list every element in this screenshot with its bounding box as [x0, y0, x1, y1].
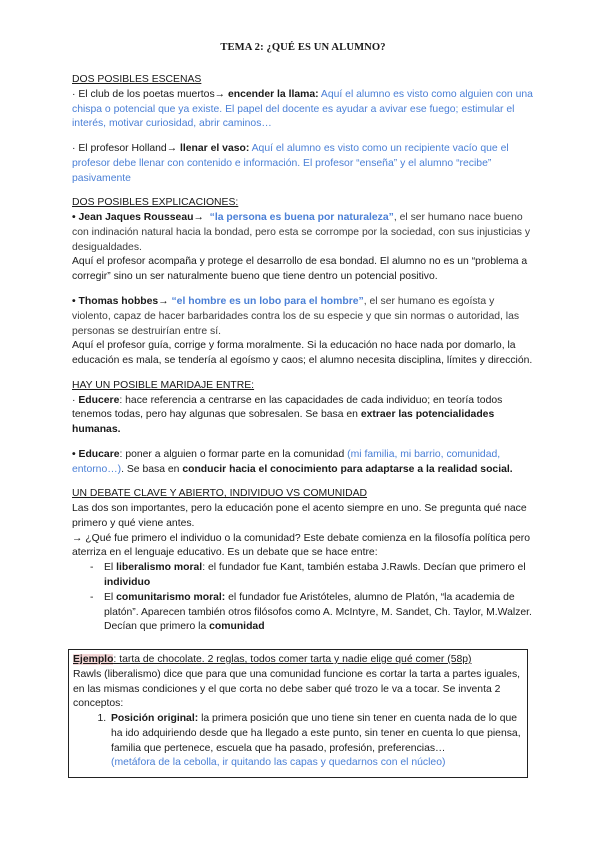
- list-item-posicion-original: [109, 712, 523, 771]
- text: , el ser humano nace bueno con indinación natural hacia la bondad, pero esta se corrompe por la sociedad, con sus injusticias y desigualdades.: [72, 212, 531, 253]
- debate-list: [72, 561, 534, 635]
- bold-text: Educare: [78, 448, 120, 460]
- heading-maridaje: HAY UN POSIBLE MARIDAJE ENTRE:: [72, 379, 255, 391]
- bold-text: •: [72, 448, 79, 460]
- bold-text: conducir hacia el conocimiento para adaptarse a la realidad social.: [182, 463, 513, 475]
- bold-text: encender la llama:: [227, 88, 319, 100]
- example-title: [73, 653, 523, 668]
- example-label: Ejemplo: [73, 654, 114, 666]
- document-page: [72, 40, 534, 778]
- paragraph-rousseau-profesor: Aquí el profesor acompaña y protege el desarrollo de esa bondad. El alumno no es un “problema a corregir” sino un ser naturalmente bueno que tiene dentro un potencial positivo.: [72, 256, 528, 283]
- blue-text: Aquí el alumno es visto como un recipiente vacío que el profesor debe llenar con contenido e información. El profesor “enseña” y el alumno “recibe” pasivamente: [72, 143, 509, 184]
- heading-explicaciones: DOS POSIBLES EXPLICACIONES:: [72, 197, 239, 209]
- text: El: [104, 562, 117, 574]
- text: el fundador fue Aristóteles, alumno de Platón, “la academia de platón”. Aparecen también otros filósofos como A. McIntyre, M. Sandet, Ch. Taylor, M.Walzer. Decían que primero la: [104, 591, 532, 633]
- heading-escenas: DOS POSIBLES ESCENAS: [72, 74, 202, 86]
- paragraph-educare: [72, 448, 534, 478]
- text: El: [104, 591, 117, 603]
- bold-text: comunidad: [209, 621, 265, 633]
- text: · El profesor Holland→: [72, 143, 180, 155]
- paragraph-debate-question: → ¿Qué fue primero el individuo o la comunidad? Este debate comienza en la filosofía política pero aterriza en el lenguaje educativo. Es un debate que se hace entre:: [72, 532, 531, 559]
- blue-text: (mi familia, mi barrio, comunidad, entorno…): [72, 448, 501, 475]
- quote-text: “la persona es buena por naturaleza”: [209, 212, 394, 224]
- text: : el fundador fue Kant, también estaba J.Rawls. Decían que primero el: [202, 562, 526, 574]
- bold-text: • Jean Jaques Rousseau→: [72, 212, 204, 224]
- bold-text: llenar el vaso:: [180, 143, 250, 155]
- paragraph-hobbes: [72, 295, 534, 339]
- bold-text: individuo: [104, 577, 151, 588]
- paragraph-holland: [72, 142, 534, 186]
- bold-text: liberalismo moral: [116, 562, 203, 574]
- example-paragraph: Rawls (liberalismo) dice que para que una comunidad funcione es cortar la tarta a partes iguales, en las mismas condiciones y el que corta no debe saber qué trozo le va a tocar. Se inventa 2 conceptos:: [73, 668, 521, 710]
- bold-text: comunitarismo moral:: [116, 591, 226, 603]
- paragraph-debate-intro: Las dos son importantes, pero la educación pone el acento siempre en uno. Se pregunta qué nace primero y qué viene antes.: [72, 503, 527, 529]
- bold-text: extraer las potencialidades humanas.: [72, 409, 495, 436]
- blue-text: Aquí el alumno es visto como alguien con una chispa o potencial que ya existe. El papel del docente es ayudar a avivar ese fuego; estimular el interés, motivar curiosidad, abrir caminos…: [72, 88, 533, 130]
- text: : hace referencia a centrarse en las capacidades de cada individuo; en teoría todos tenemos todas, pero hay algunas que sobresalen. Se basa en: [72, 394, 503, 421]
- paragraph-educere: [72, 394, 534, 438]
- blue-text: (metáfora de la cebolla, ir quitando las capas y quedarnos con el núcleo): [111, 757, 446, 769]
- text: la primera posición que uno tiene sin tener en cuenta nada de lo que ha ido adquiriendo desde que ha llegado a este punto, sin tener en cuenta lo que piensa, familia que pertenece, escuela que ha pasado, profesión, preferencias…: [111, 713, 521, 754]
- text: ·: [72, 394, 79, 406]
- bold-text: • Thomas hobbes→: [72, 295, 169, 307]
- example-title-text: : tarta de chocolate. 2 reglas, todos comer tarta y nadie elige qué comer (58p): [113, 654, 472, 666]
- text: : poner a alguien o formar parte en la comunidad: [119, 448, 348, 460]
- example-box: [68, 649, 528, 778]
- list-item-comunitarismo: [90, 591, 534, 635]
- concept-list: [73, 712, 523, 771]
- paragraph-rousseau: [72, 211, 534, 255]
- paragraph-hobbes-profesor: Aquí el profesor guía, corrige y forma moralmente. Si la educación no hace nada por domarlo, la educación es mala, se tendería al egoísmo y caos; el alumno necesita disciplina, límites y dirección.: [72, 340, 533, 367]
- page-title: TEMA 2: ¿QUÉ ES UN ALUMNO?: [220, 42, 386, 53]
- text: , el ser humano es egoísta y violento, capaz de hacer barbaridades contra los de su especie y que sin normas o autoridad, las personas se destruirían entre sí.: [72, 295, 520, 337]
- quote-text: “el hombre es un lobo para el hombre”: [171, 295, 364, 307]
- text: . Se basa en: [121, 463, 183, 475]
- text: · El club de los poetas muertos→: [72, 88, 228, 100]
- bold-text: Educere: [78, 394, 120, 406]
- paragraph-poetas: [72, 88, 534, 132]
- bold-text: Posición original:: [111, 713, 199, 725]
- list-item-liberalismo: [90, 561, 534, 591]
- heading-debate: UN DEBATE CLAVE Y ABIERTO, INDIVIDUO VS COMUNIDAD: [72, 488, 368, 500]
